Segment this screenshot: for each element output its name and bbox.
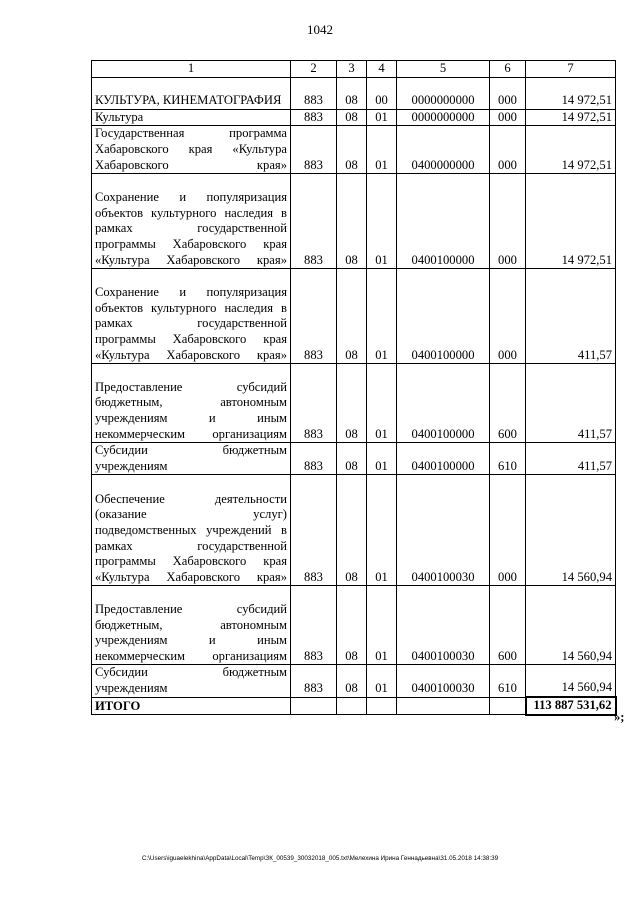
row-code-target: 0000000000 xyxy=(397,77,490,109)
row-code-expense-type: 600 xyxy=(490,364,526,443)
row-name: Предоставление субсидий бюджетным, автономным учреждениям и иным некоммерческим организациям xyxy=(92,364,291,443)
row-code-section: 08 xyxy=(337,174,367,269)
row-name: Сохранение и популяризация объектов культурного наследия в рамках государственной программы Хабаровского края «Культура Хабаровского края» xyxy=(92,269,291,364)
row-code-expense-type: 610 xyxy=(490,443,526,475)
row-amount: 411,57 xyxy=(526,364,616,443)
page-number: 1042 xyxy=(307,22,333,37)
total-row xyxy=(92,697,616,715)
row-code-subsection: 01 xyxy=(367,109,397,126)
row-code-expense-type: 000 xyxy=(490,126,526,174)
table-row xyxy=(92,586,616,665)
row-code-target: 0400100000 xyxy=(397,269,490,364)
row-code-ministry: 883 xyxy=(291,126,337,174)
total-value: 113 887 531,62 xyxy=(526,697,616,715)
row-code-ministry: 883 xyxy=(291,77,337,109)
row-code-subsection: 01 xyxy=(367,269,397,364)
row-code-section: 08 xyxy=(337,475,367,586)
row-code-subsection: 00 xyxy=(367,77,397,109)
row-code-target: 0400100030 xyxy=(397,475,490,586)
column-header: 4 xyxy=(367,61,397,78)
row-name: Сохранение и популяризация объектов культурного наследия в рамках государственной программы Хабаровского края «Культура Хабаровского края» xyxy=(92,174,291,269)
row-code-section: 08 xyxy=(337,126,367,174)
table-row xyxy=(92,475,616,586)
empty-cell xyxy=(291,697,337,715)
table-row xyxy=(92,77,616,109)
column-header: 2 xyxy=(291,61,337,78)
row-code-expense-type: 000 xyxy=(490,475,526,586)
row-amount: 14 972,51 xyxy=(526,126,616,174)
row-amount: 14 560,94 xyxy=(526,475,616,586)
row-amount: 14 560,94 xyxy=(526,665,616,697)
column-header: 1 xyxy=(92,61,291,78)
column-header: 6 xyxy=(490,61,526,78)
row-name: КУЛЬТУРА, КИНЕМАТОГРАФИЯ xyxy=(92,77,291,109)
row-amount: 14 560,94 xyxy=(526,586,616,665)
row-code-target: 0400100030 xyxy=(397,665,490,697)
row-code-subsection: 01 xyxy=(367,586,397,665)
row-code-ministry: 883 xyxy=(291,269,337,364)
row-code-ministry: 883 xyxy=(291,174,337,269)
row-amount: 14 972,51 xyxy=(526,174,616,269)
row-code-section: 08 xyxy=(337,364,367,443)
row-code-section: 08 xyxy=(337,109,367,126)
empty-cell xyxy=(337,697,367,715)
row-name: Государственная программа Хабаровского края «Культура Хабаровского края» xyxy=(92,126,291,174)
row-code-subsection: 01 xyxy=(367,126,397,174)
row-code-expense-type: 000 xyxy=(490,174,526,269)
empty-cell xyxy=(490,697,526,715)
row-code-target: 0400000000 xyxy=(397,126,490,174)
row-code-target: 0400100000 xyxy=(397,443,490,475)
row-code-subsection: 01 xyxy=(367,174,397,269)
row-code-section: 08 xyxy=(337,586,367,665)
column-header: 5 xyxy=(397,61,490,78)
column-header: 7 xyxy=(526,61,616,78)
row-code-subsection: 01 xyxy=(367,443,397,475)
row-amount: 14 972,51 xyxy=(526,77,616,109)
row-amount: 14 972,51 xyxy=(526,109,616,126)
row-name: Субсидии бюджетным учреждениям xyxy=(92,443,291,475)
row-name: Обеспечение деятельности (оказание услуг) подведомственных учреждений в рамках государственной программы Хабаровского края «Культура Хабаровского края» xyxy=(92,475,291,586)
closing-quote: »; xyxy=(614,710,625,724)
row-code-target: 0400100000 xyxy=(397,174,490,269)
row-code-section: 08 xyxy=(337,443,367,475)
row-code-target: 0000000000 xyxy=(397,109,490,126)
row-code-subsection: 01 xyxy=(367,665,397,697)
row-name: Предоставление субсидий бюджетным, автономным учреждениям и иным некоммерческим организациям xyxy=(92,586,291,665)
column-header: 3 xyxy=(337,61,367,78)
empty-cell xyxy=(397,697,490,715)
table-row xyxy=(92,269,616,364)
row-name: Субсидии бюджетным учреждениям xyxy=(92,665,291,697)
row-code-ministry: 883 xyxy=(291,665,337,697)
row-amount: 411,57 xyxy=(526,269,616,364)
total-label: ИТОГО xyxy=(92,697,291,715)
table-header-row xyxy=(92,61,616,78)
row-code-ministry: 883 xyxy=(291,586,337,665)
row-code-expense-type: 000 xyxy=(490,269,526,364)
footer-file-path: C:\Users\iguaelekhina\AppData\Local\Temp\ЗК_00539_30032018_005.txt\Мелехина Ирина Геннадьевна\31.05.2018 14:38:39 xyxy=(141,855,499,862)
table-row xyxy=(92,126,616,174)
row-code-section: 08 xyxy=(337,77,367,109)
row-code-subsection: 01 xyxy=(367,364,397,443)
row-code-section: 08 xyxy=(337,269,367,364)
row-code-expense-type: 000 xyxy=(490,109,526,126)
row-name: Культура xyxy=(92,109,291,126)
row-code-ministry: 883 xyxy=(291,364,337,443)
table-row xyxy=(92,174,616,269)
row-code-expense-type: 600 xyxy=(490,586,526,665)
budget-table xyxy=(91,60,617,716)
row-amount: 411,57 xyxy=(526,443,616,475)
row-code-ministry: 883 xyxy=(291,475,337,586)
row-code-subsection: 01 xyxy=(367,475,397,586)
row-code-ministry: 883 xyxy=(291,443,337,475)
row-code-target: 0400100000 xyxy=(397,364,490,443)
row-code-expense-type: 610 xyxy=(490,665,526,697)
table-row xyxy=(92,665,616,697)
row-code-target: 0400100030 xyxy=(397,586,490,665)
table-row xyxy=(92,364,616,443)
row-code-expense-type: 000 xyxy=(490,77,526,109)
empty-cell xyxy=(367,697,397,715)
row-code-section: 08 xyxy=(337,665,367,697)
row-code-ministry: 883 xyxy=(291,109,337,126)
table-row xyxy=(92,109,616,126)
table-row xyxy=(92,443,616,475)
